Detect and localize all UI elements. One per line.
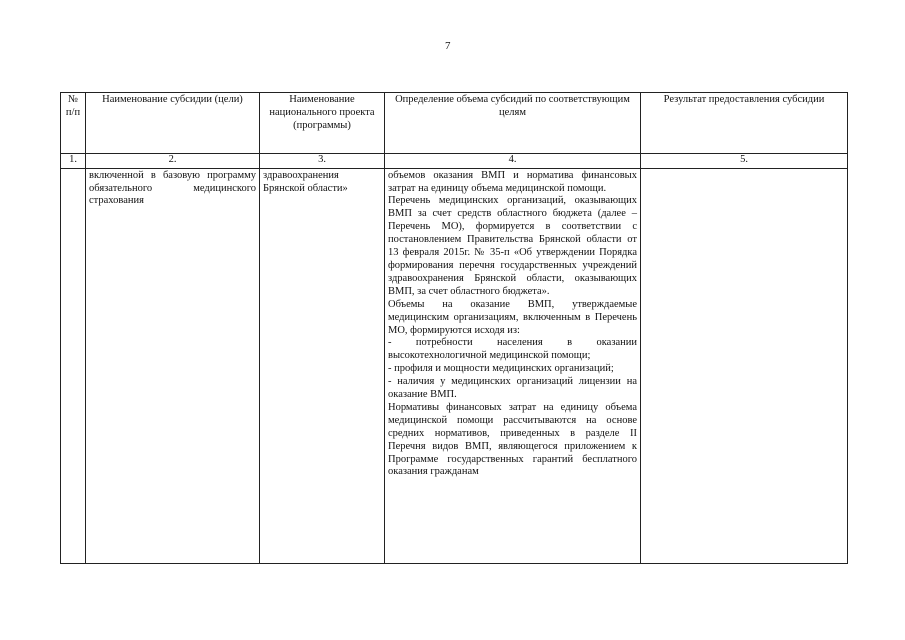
volume-paragraph-6: - наличия у медицинских организаций лицензии на оказание ВМП. [388, 376, 637, 401]
project-name-cell: здравоохранения Брянской области» [260, 168, 385, 563]
column-number-1: 1. [61, 153, 86, 168]
table-row [61, 168, 848, 563]
volume-paragraph-2: Перечень медицинских организаций, оказывающих ВМП за счет средств областного бюджета (далее – Перечень МО), формируется в соответствии с постановлением Правительства Брянской области от 13 февраля 2015г. № 35-п «Об утверждении Порядка формирования перечня государственных учреждений здравоохранения Брянской области, оказывающих ВМП, за счет областного бюджета». [388, 195, 637, 297]
page-number: 7 [445, 40, 451, 52]
header-cell-project-name: Наименование национального проекта (программы) [260, 93, 385, 154]
column-number-row [61, 153, 848, 168]
header-cell-result: Результат предоставления субсидии [641, 93, 848, 154]
header-cell-subsidy-volume: Определение объема субсидий по соответствующим целям [385, 93, 641, 154]
volume-paragraph-4: - потребности населения в оказании высокотехнологичной медицинской помощи; [388, 337, 637, 362]
result-cell [641, 168, 848, 563]
column-number-2: 2. [86, 153, 260, 168]
subsidy-table [60, 92, 848, 564]
header-cell-subsidy-name: Наименование субсидии (цели) [86, 93, 260, 154]
volume-paragraph-5: - профиля и мощности медицинских организаций; [388, 363, 614, 375]
subsidy-volume-cell [385, 168, 641, 563]
column-number-4: 4. [385, 153, 641, 168]
subsidy-name-cell: включенной в базовую программу обязательного медицинского страхования [86, 168, 260, 563]
column-number-5: 5. [641, 153, 848, 168]
volume-paragraph-3: Объемы на оказание ВМП, утверждаемые медицинским организациям, включенным в Перечень МО, формируются исходя из: [388, 298, 637, 336]
column-number-3: 3. [260, 153, 385, 168]
volume-paragraph-1: объемов оказания ВМП и норматива финансовых затрат на единицу объема медицинской помощи. [388, 169, 637, 194]
volume-paragraph-7: Нормативы финансовых затрат на единицу объема медицинской помощи рассчитываются на основе средних нормативов, приведенных в разделе II Перечня видов ВМП, являющегося приложением к Программе государственных гарантий бесплатного оказания гражданам [388, 401, 637, 478]
header-cell-number: № п/п [61, 93, 86, 154]
table-header-row [61, 93, 848, 154]
row-number-cell [61, 168, 86, 563]
